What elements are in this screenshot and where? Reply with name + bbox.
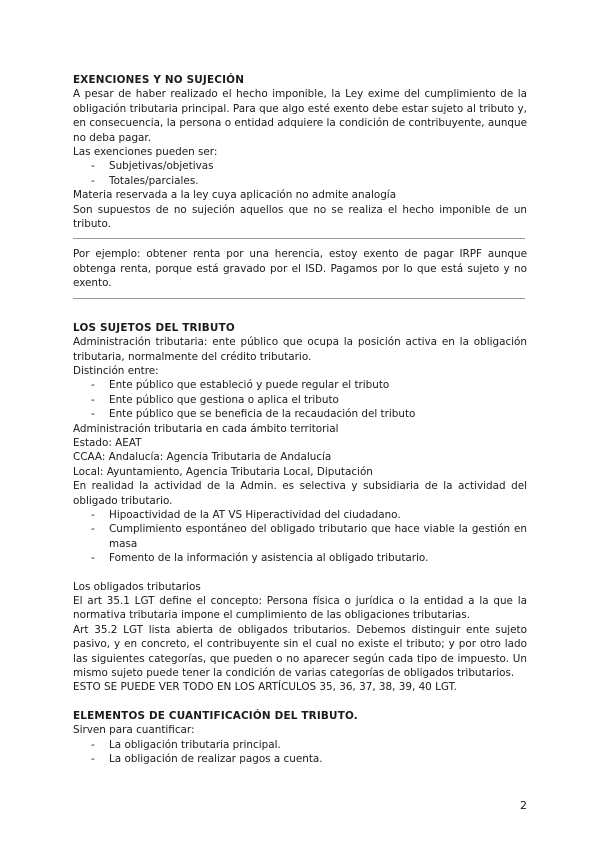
list-item: - Fomento de la información y asistencia al obligado tributario.: [73, 551, 527, 565]
example-paragraph: Por ejemplo: obtener renta por una herencia, estoy exento de pagar IRPF aunque obtenga renta, porque está gravado por el ISD. Pagamos por lo que está sujeto y no exento.: [73, 248, 527, 290]
list-item: - Ente público que se beneficia de la recaudación del tributo: [73, 407, 527, 421]
section-heading-exenciones: EXENCIONES Y NO SUJECIÓN: [73, 74, 245, 86]
paragraph: En realidad la actividad de la Admin. es selectiva y subsidiaria de la actividad del obligado tributario.: [73, 480, 527, 507]
exenciones-list: [73, 159, 527, 188]
list-item: - La obligación de realizar pagos a cuenta.: [73, 752, 527, 766]
paragraph: A pesar de haber realizado el hecho imponible, la Ley exime del cumplimiento de la obligación tributaria principal. Para que algo esté exento debe estar sujeto al tributo y, en consecuencia, la persona o entidad adquiere la condición de contribuyente, aunque no deba pagar.: [73, 88, 527, 144]
actividad-list: [73, 508, 527, 566]
list-item: - Ente público que estableció y puede regular el tributo: [73, 378, 527, 392]
paragraph: Art 35.2 LGT lista abierta de obligados tributarios. Debemos distinguir ente sujeto pasivo, y en concreto, el contribuyente sin el cual no existe el tributo; y por otro lado las siguientes categorías, que pueden o no aparecer según cada tipo de impuesto. Un mismo sujeto puede tener la condición de varias categorías de obligados tributarios.: [73, 623, 527, 680]
paragraph: Materia reservada a la ley cuya aplicación no admite analogía: [73, 189, 397, 202]
paragraph: Administración tributaria en cada ámbito territorial: [73, 422, 339, 435]
paragraph: Sirven para cuantificar:: [73, 724, 195, 737]
list-item: - Ente público que gestiona o aplica el tributo: [73, 393, 527, 407]
paragraph: El art 35.1 LGT define el concepto: Persona física o jurídica o la entidad a la que la normativa tributaria impone el cumplimiento de las obligaciones tributarias.: [73, 595, 527, 622]
section-heading-sujetos: LOS SUJETOS DEL TRIBUTO: [73, 321, 235, 334]
paragraph: Estado: AEAT: [73, 436, 142, 449]
list-item: - Subjetivas/objetivas: [73, 159, 527, 173]
list-item: - Hipoactividad de la AT VS Hiperactividad del ciudadano.: [73, 508, 527, 522]
divider: [73, 238, 525, 239]
list-item: - Totales/parciales.: [73, 174, 527, 188]
list-item: - Cumplimiento espontáneo del obligado tributario que hace viable la gestión en masa: [73, 522, 527, 551]
paragraph: ESTO SE PUEDE VER TODO EN LOS ARTÍCULOS 35, 36, 37, 38, 39, 40 LGT.: [73, 681, 457, 694]
divider: [73, 298, 525, 299]
paragraph: Distinción entre:: [73, 364, 159, 377]
page-number: 2: [520, 799, 527, 812]
paragraph: Son supuestos de no sujeción aquellos que no se realiza el hecho imponible de un tributo.: [73, 203, 527, 231]
paragraph: CCAA: Andalucía: Agencia Tributaria de Andalucía: [73, 451, 332, 464]
section-heading-elementos: ELEMENTOS DE CUANTIFICACIÓN DEL TRIBUTO.: [73, 709, 358, 722]
paragraph: Los obligados tributarios: [73, 580, 201, 593]
paragraph: Local: Ayuntamiento, Agencia Tributaria Local, Diputación: [73, 465, 373, 478]
list-item: - La obligación tributaria principal.: [73, 738, 527, 752]
paragraph: Las exenciones pueden ser:: [73, 146, 218, 159]
distincion-list: [73, 378, 527, 421]
page-content: [73, 73, 527, 766]
paragraph: Administración tributaria: ente público que ocupa la posición activa en la obligación tributaria, normalmente del crédito tributario.: [73, 336, 527, 363]
cuantificar-list: [73, 738, 527, 767]
